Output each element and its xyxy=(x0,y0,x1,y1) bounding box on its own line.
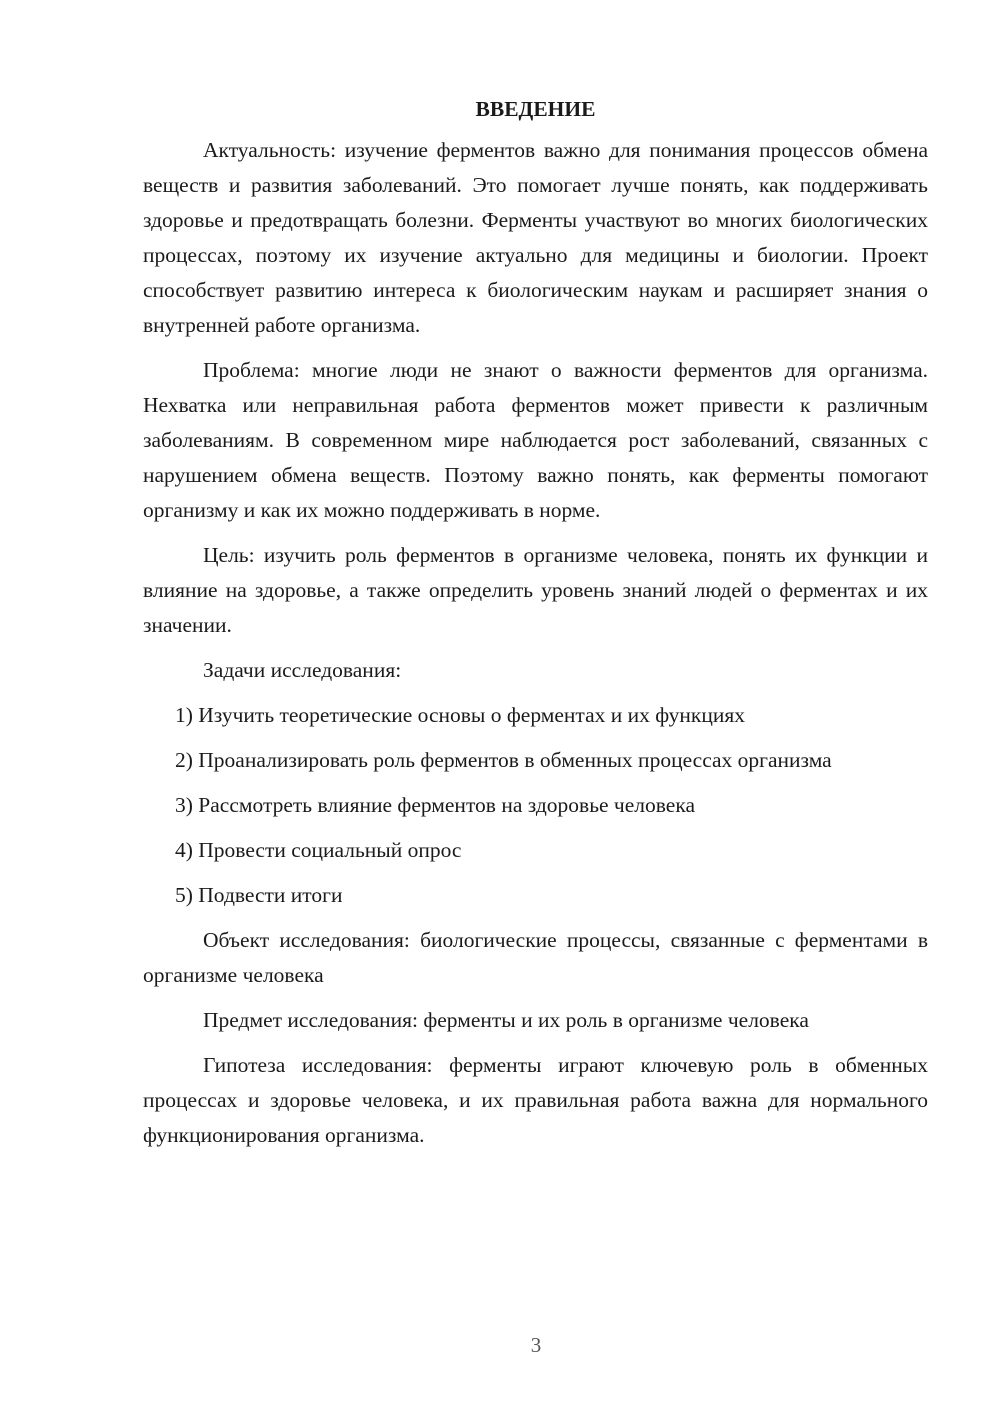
task-item-5: 5) Подвести итоги xyxy=(175,883,343,907)
paragraph-tasks-heading: Задачи исследования: xyxy=(203,658,402,682)
document-page xyxy=(143,92,928,1163)
paragraph-goal: Цель: изучить роль ферментов в организме человека, понять их функции и влияние на здоровье, а также определить уровень знаний людей о ферментах и их значении. xyxy=(143,543,928,637)
task-item-4: 4) Провести социальный опрос xyxy=(175,838,462,862)
paragraph-relevance: Актуальность: изучение ферментов важно для понимания процессов обмена веществ и развития заболеваний. Это помогает лучше понять, как поддерживать здоровье и предотвращать болезни. Ферменты участвуют во многих биологических процессах, поэтому их изучение актуально для медицины и биологии. Проект способствует развитию интереса к биологическим наукам и расширяет знания о внутренней работе организма. xyxy=(143,138,928,337)
page-number: 3 xyxy=(530,1333,542,1357)
task-item-3: 3) Рассмотреть влияние ферментов на здоровье человека xyxy=(175,793,695,817)
paragraph-subject: Предмет исследования: ферменты и их роль в организме человека xyxy=(203,1008,809,1032)
task-item-1: 1) Изучить теоретические основы о ферментах и их функциях xyxy=(175,703,746,727)
section-title: ВВЕДЕНИЕ xyxy=(475,97,596,121)
paragraph-object: Объект исследования: биологические процессы, связанные с ферментами в организме человека xyxy=(143,928,928,987)
paragraph-problem: Проблема: многие люди не знают о важности ферментов для организма. Нехватка или неправильная работа ферментов может привести к различным заболеваниям. В современном мире наблюдается рост заболеваний, связанных с нарушением обмена веществ. Поэтому важно понять, как ферменты помогают организму и как их можно поддерживать в норме. xyxy=(143,358,928,522)
paragraph-hypothesis: Гипотеза исследования: ферменты играют ключевую роль в обменных процессах и здоровье человека, и их правильная работа важна для нормального функционирования организма. xyxy=(143,1053,928,1147)
task-item-2: 2) Проанализировать роль ферментов в обменных процессах организма xyxy=(175,748,832,772)
